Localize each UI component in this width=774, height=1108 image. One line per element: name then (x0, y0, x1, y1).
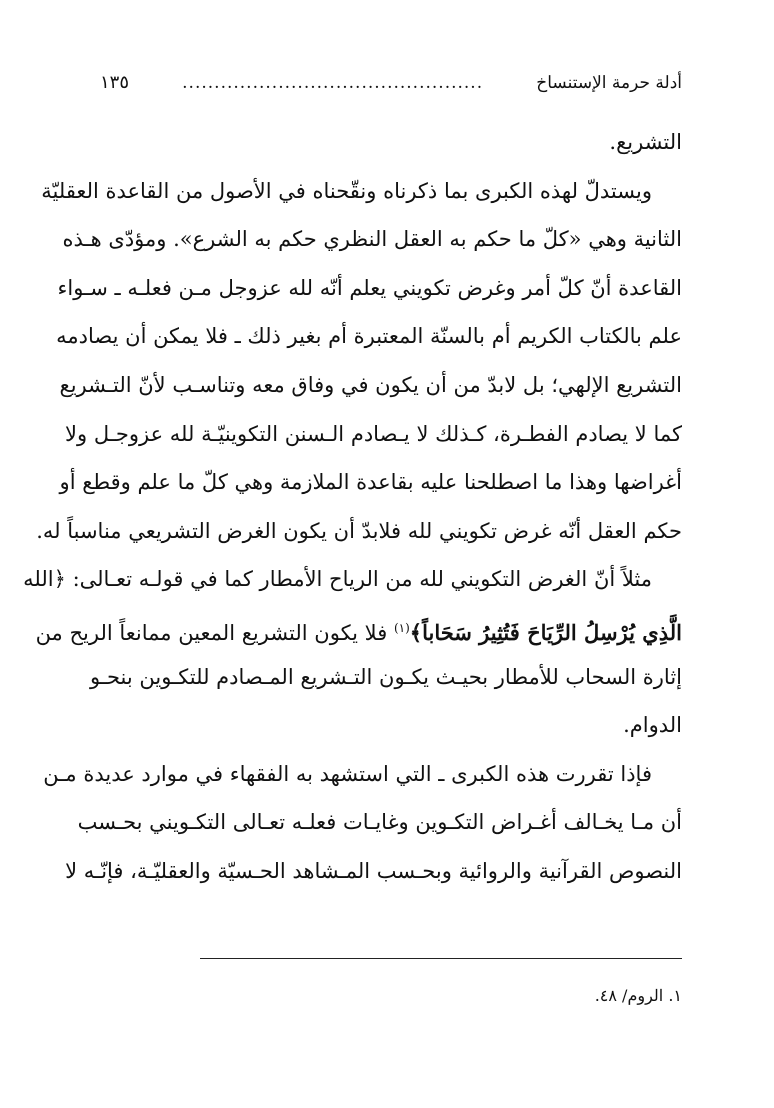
page-number: ١٣٥ (100, 72, 130, 93)
text-line: كما لا يصادم الفطـرة، كـذلك لا يـصادم الـسنن التكوينيّـة لله عزوجـل ولا (65, 421, 682, 446)
text-line: النصوص القرآنية والروائية وبحـسب المـشاهد الحـسيّة والعقليّـة، فإنّـه لا (65, 858, 682, 883)
text-line: الَّذِي يُرْسِلُ الرِّيَاحَ فَتُثِيرُ سَحَاباً﴾$^{(١)}$ فلا يكون التشريع المعين ممانعاً الريح من (35, 619, 682, 645)
text-line: إثارة السحاب للأمطار بحيـث يكـون التـشريع المـصادم للتكـوين بنحـو (89, 664, 682, 689)
text-line: حكم العقل أنّه غرض تكويني لله فلابدّ أن يكون الغرض التشريعي مناسباً له. (36, 518, 682, 543)
header-leader-dots: ............................................... (182, 73, 484, 93)
text-line: أن مـا يخـالف أغـراض التكـوين وغايـات فعلـه تعـالى التكـويني بحـسب (77, 810, 682, 835)
quran-verse: الَّذِي يُرْسِلُ الرِّيَاحَ فَتُثِيرُ سَحَاباً﴾ (409, 619, 682, 645)
running-header (100, 72, 682, 112)
footnote: ١. الروم/ ٤٨. (594, 986, 682, 1005)
footnote-separator (200, 958, 682, 959)
text-line: فإذا تقررت هذه الكبرى ـ التي استشهد به الفقهاء في موارد عديدة مـن (43, 761, 652, 786)
text-line: مثلاً أنّ الغرض التكويني لله من الرياح الأمطار كما في قولـه تعـالى: ﴿الله (23, 567, 652, 592)
text-line: علم بالكتاب الكريم أم بالسنّة المعتبرة أم بغير ذلك ـ فلا يمكن أن يصادمه (56, 324, 682, 349)
text-line: ويستدلّ لهذه الكبرى بما ذكرناه ونقّحناه في الأصول من القاعدة العقليّة (41, 178, 652, 203)
text-line: أغراضها وهذا ما اصطلحنا عليه بقاعدة الملازمة وهي كلّ ما علم وقطع أو (59, 470, 682, 495)
body-text (23, 118, 682, 896)
text-line: القاعدة أنّ كلّ أمر وغرض تكويني يعلم أنّه لله عزوجل مـن فعلـه ـ سـواء (57, 275, 682, 300)
text-line: التشريع. (609, 130, 682, 154)
header-title: أدلة حرمة الإستنساخ (536, 73, 682, 93)
text-line: الدوام. (623, 713, 682, 738)
footnote-marker: (١) (393, 620, 410, 635)
text-line: التشريع الإلهي؛ بل لابدّ من أن يكون في وفاق معه وتناسـب لأنّ التـشريع (59, 372, 682, 397)
text-line: الثانية وهي «كلّ ما حكم به العقل النظري حكم به الشرع». ومؤدّى هـذه (62, 227, 682, 252)
